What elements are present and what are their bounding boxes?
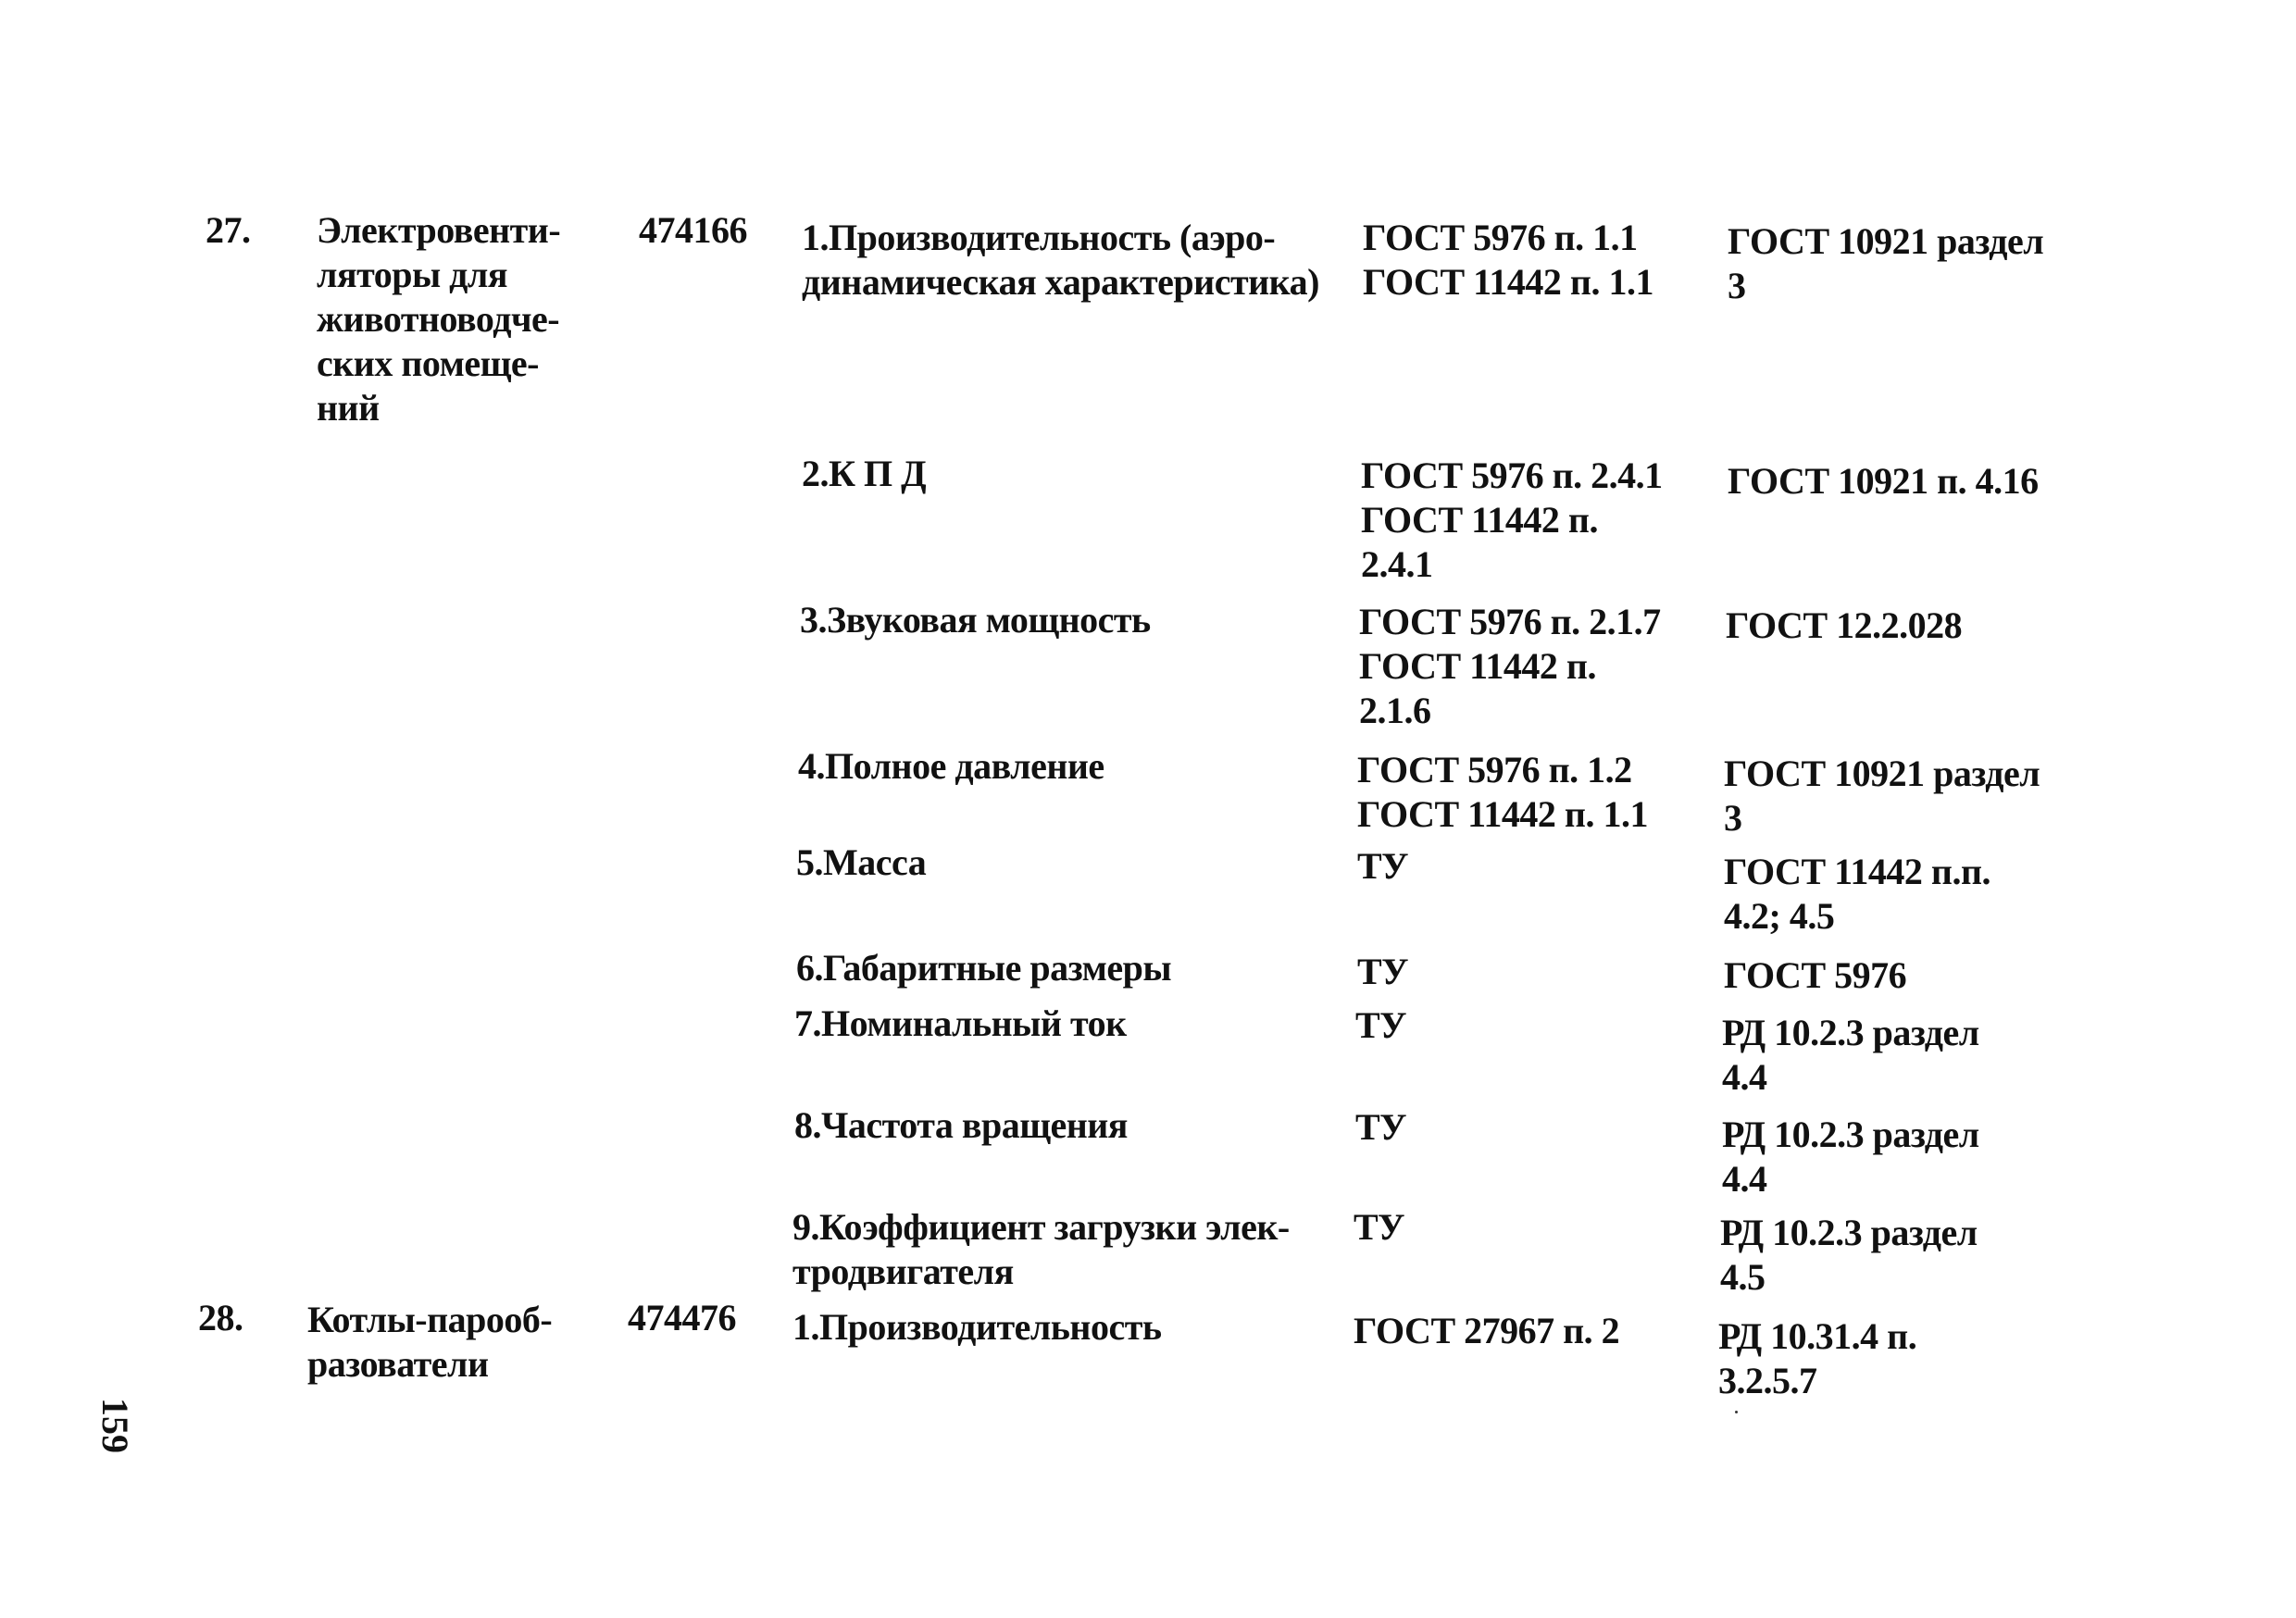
row-27-method-3: ГОСТ 12.2.028 (1726, 604, 1963, 646)
row-27-code: 474166 (639, 209, 747, 251)
row-27-method-6: ГОСТ 5976 (1724, 954, 1907, 996)
row-28-method-1: РД 10.31.4 п. 3.2.5.7 (1718, 1315, 1917, 1401)
row-27-req-6: ТУ (1357, 951, 1409, 992)
row-27-param-8: 8.Частота вращения (794, 1104, 1128, 1146)
page-number: 159 (94, 1398, 136, 1453)
row-27-method-2: ГОСТ 10921 п. 4.16 (1728, 460, 2039, 502)
row-27-method-7: РД 10.2.3 раздел 4.4 (1722, 1012, 1979, 1098)
row-27-req-8: ТУ (1355, 1106, 1407, 1148)
row-27-req-4: ГОСТ 5976 п. 1.2 ГОСТ 11442 п. 1.1 (1357, 749, 1648, 835)
row-27-param-3: 3.Звуковая мощность (800, 599, 1151, 641)
row-27-req-2: ГОСТ 5976 п. 2.4.1 ГОСТ 11442 п. 2.4.1 (1361, 454, 1663, 585)
row-28-req-1: ГОСТ 27967 п. 2 (1354, 1310, 1620, 1351)
row-27-param-6: 6.Габаритные размеры (796, 947, 1172, 989)
row-27-param-1: 1.Производительность (аэро- динамическая характеристика) (802, 217, 1319, 303)
row-27-param-2: 2.К П Д (802, 453, 927, 494)
row-27-param-9: 9.Коэффициент загрузки элек- тродвигателя (792, 1206, 1290, 1292)
row-27-param-5: 5.Масса (796, 841, 927, 883)
row-27-method-1: ГОСТ 10921 раздел 3 (1728, 220, 2044, 306)
row-27-method-9: РД 10.2.3 раздел 4.5 (1720, 1212, 1978, 1298)
row-27-req-7: ТУ (1355, 1004, 1407, 1046)
row-27-param-7: 7.Номинальный ток (794, 1002, 1127, 1044)
row-28-product-name: Котлы-парооб- разователи (307, 1299, 553, 1385)
row-27-method-4: ГОСТ 10921 раздел 3 (1724, 753, 2040, 839)
row-27-number: 27. (206, 209, 251, 251)
row-27-req-5: ТУ (1357, 845, 1409, 887)
row-28-number: 28. (198, 1297, 243, 1338)
row-27-param-4: 4.Полное давление (798, 745, 1104, 787)
print-speck (1735, 1411, 1738, 1413)
row-27-method-8: РД 10.2.3 раздел 4.4 (1722, 1114, 1979, 1200)
row-27-req-1: ГОСТ 5976 п. 1.1 ГОСТ 11442 п. 1.1 (1363, 217, 1653, 303)
row-27-req-9: ТУ (1354, 1206, 1405, 1248)
row-27-req-3: ГОСТ 5976 п. 2.1.7 ГОСТ 11442 п. 2.1.6 (1359, 601, 1661, 731)
row-27-method-5: ГОСТ 11442 п.п. 4.2; 4.5 (1724, 851, 1991, 937)
row-27-product-name: Электровенти- ляторы для животноводче- ских помеще- ний (317, 209, 561, 429)
row-28-code: 474476 (628, 1297, 736, 1338)
row-28-param-1: 1.Производительность (792, 1306, 1162, 1348)
